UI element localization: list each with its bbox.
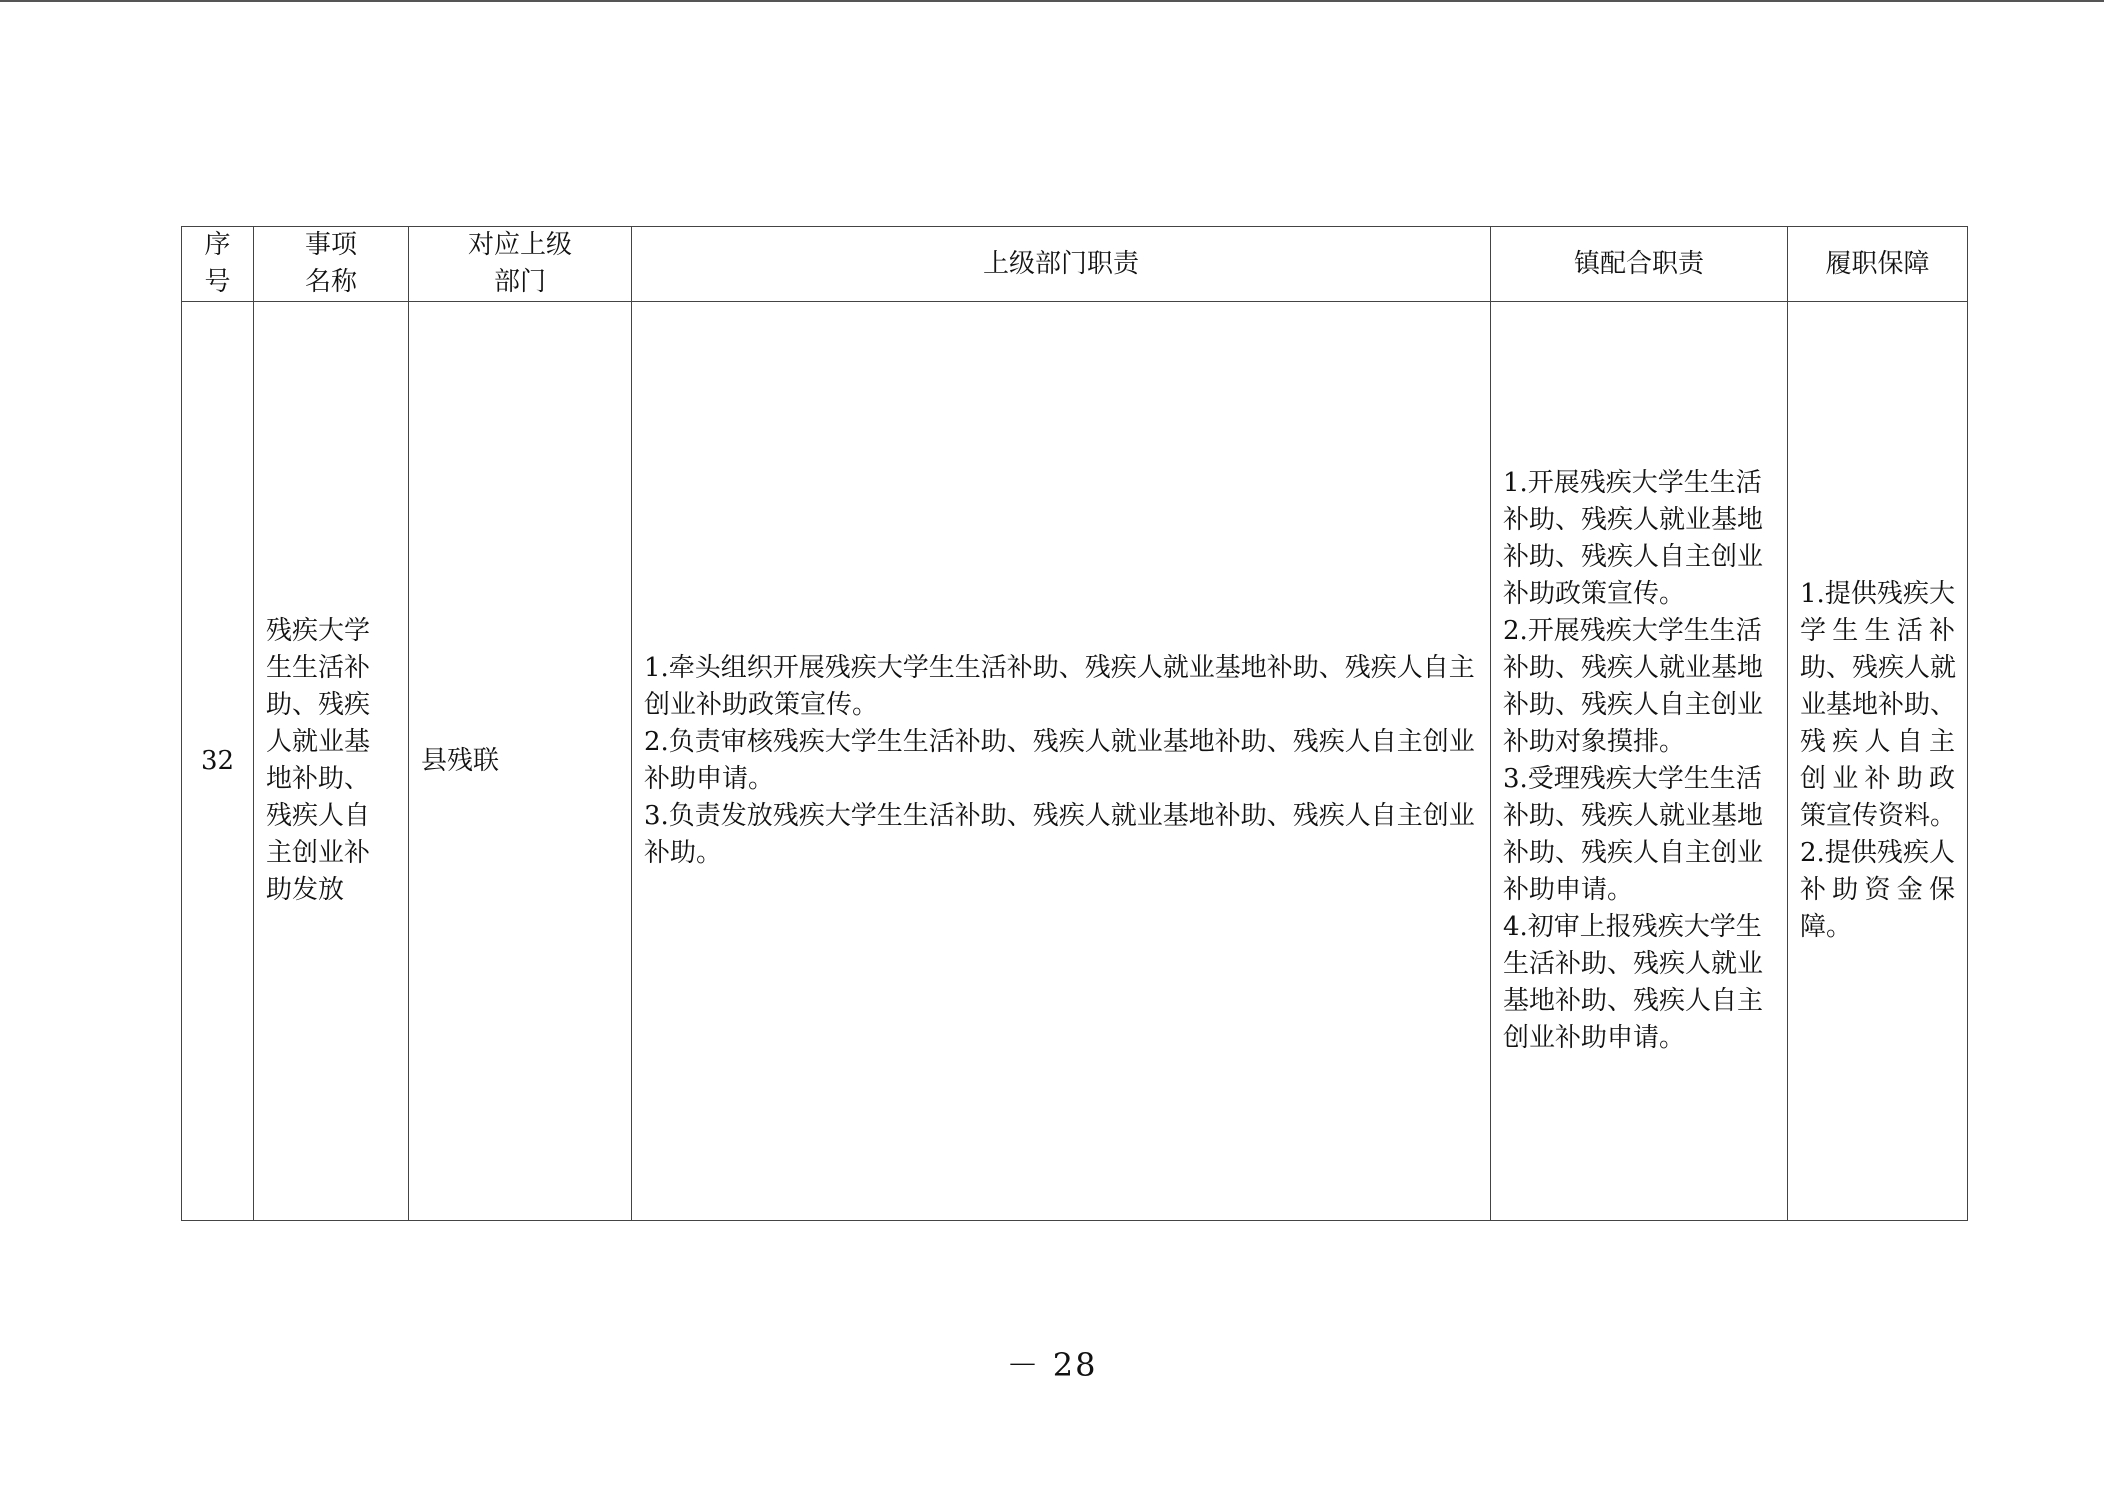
guarantee-line: 补助资金保: [1800, 875, 1955, 905]
town-duty-line: 补助、残疾人自主创业: [1503, 690, 1764, 720]
table-header-row: [182, 227, 1968, 302]
item-name-line: 生生活补: [266, 653, 371, 683]
guarantee-line: 创业补助政: [1800, 764, 1955, 794]
item-name-line: 助发放: [266, 875, 345, 905]
cell-guarantee: [1788, 302, 1968, 1221]
header-town-duty: 镇配合职责: [1491, 227, 1788, 302]
page-top-rule: [0, 0, 2104, 2]
item-name-line: 地补助、: [266, 764, 371, 794]
header-superior-duty: 上级部门职责: [632, 227, 1491, 302]
superior-dept-value: 县残联: [421, 745, 500, 776]
header-superior-dept-line: 对应上级: [467, 230, 572, 260]
superior-duty-line: 3.负责发放残疾大学生生活补助、残疾人就业基地补助、残疾人自主创业: [644, 801, 1475, 831]
header-item-name-line: 事项: [304, 230, 357, 260]
header-item-name-line: 名称: [304, 267, 357, 297]
page-number: － 28: [1006, 1346, 1098, 1384]
guarantee-line: 学生生活补: [1800, 616, 1955, 646]
header-seq-line: 号: [204, 267, 231, 297]
town-duty-line: 补助对象摸排。: [1503, 727, 1686, 757]
duty-table: [181, 226, 1968, 1221]
superior-duty-line: 补助。: [644, 838, 723, 868]
town-duty-line: 补助、残疾人自主创业: [1503, 542, 1764, 572]
guarantee-line: 策宣传资料。: [1800, 801, 1957, 831]
header-superior-dept: [409, 227, 632, 302]
cell-seq: [182, 302, 254, 1221]
item-name-line: 助、残疾: [266, 690, 371, 720]
cell-item-name: [254, 302, 409, 1221]
header-seq: [182, 227, 254, 302]
town-duty-line: 生活补助、残疾人就业: [1503, 949, 1764, 979]
town-duty-line: 1.开展残疾大学生生活: [1503, 468, 1762, 498]
guarantee-line: 助、残疾人就: [1800, 653, 1957, 683]
town-duty-line: 基地补助、残疾人自主: [1503, 986, 1764, 1016]
item-name-line: 残疾人自: [266, 801, 371, 831]
guarantee-line: 1.提供残疾大: [1800, 579, 1955, 609]
town-duty-line: 补助政策宣传。: [1503, 579, 1686, 609]
header-superior-dept-line: 部门: [493, 267, 546, 297]
town-duty-line: 补助、残疾人自主创业: [1503, 838, 1764, 868]
header-item-name: [254, 227, 409, 302]
guarantee-line: 2.提供残疾人: [1800, 838, 1955, 868]
town-duty-line: 创业补助申请。: [1503, 1023, 1686, 1053]
town-duty-line: 补助、残疾人就业基地: [1503, 653, 1764, 683]
cell-superior-duty: [632, 302, 1491, 1221]
town-duty-line: 3.受理残疾大学生生活: [1503, 764, 1762, 794]
superior-duty-line: 创业补助政策宣传。: [644, 690, 879, 720]
town-duty-line: 补助、残疾人就业基地: [1503, 801, 1764, 831]
header-guarantee: 履职保障: [1788, 227, 1968, 302]
superior-duty-line: 1.牵头组织开展残疾大学生生活补助、残疾人就业基地补助、残疾人自主: [644, 653, 1475, 683]
superior-duty-line: 补助申请。: [644, 764, 775, 794]
item-name-line: 人就业基: [266, 727, 371, 757]
cell-town-duty: [1491, 302, 1788, 1221]
guarantee-line: 残疾人自主: [1800, 727, 1955, 757]
town-duty-line: 4.初审上报残疾大学生: [1503, 912, 1762, 942]
town-duty-line: 补助、残疾人就业基地: [1503, 505, 1764, 535]
town-duty-line: 补助申请。: [1503, 875, 1634, 905]
cell-superior-dept: [409, 302, 632, 1221]
seq-value: 32: [200, 745, 235, 776]
guarantee-line: 业基地补助、: [1800, 690, 1957, 720]
item-name-line: 主创业补: [266, 838, 371, 868]
town-duty-line: 2.开展残疾大学生生活: [1503, 616, 1762, 646]
item-name-line: 残疾大学: [266, 616, 371, 646]
header-seq-line: 序: [204, 230, 231, 260]
superior-duty-line: 2.负责审核残疾大学生生活补助、残疾人就业基地补助、残疾人自主创业: [644, 727, 1475, 757]
table-row: [182, 302, 1968, 1221]
guarantee-line: 障。: [1800, 912, 1853, 942]
